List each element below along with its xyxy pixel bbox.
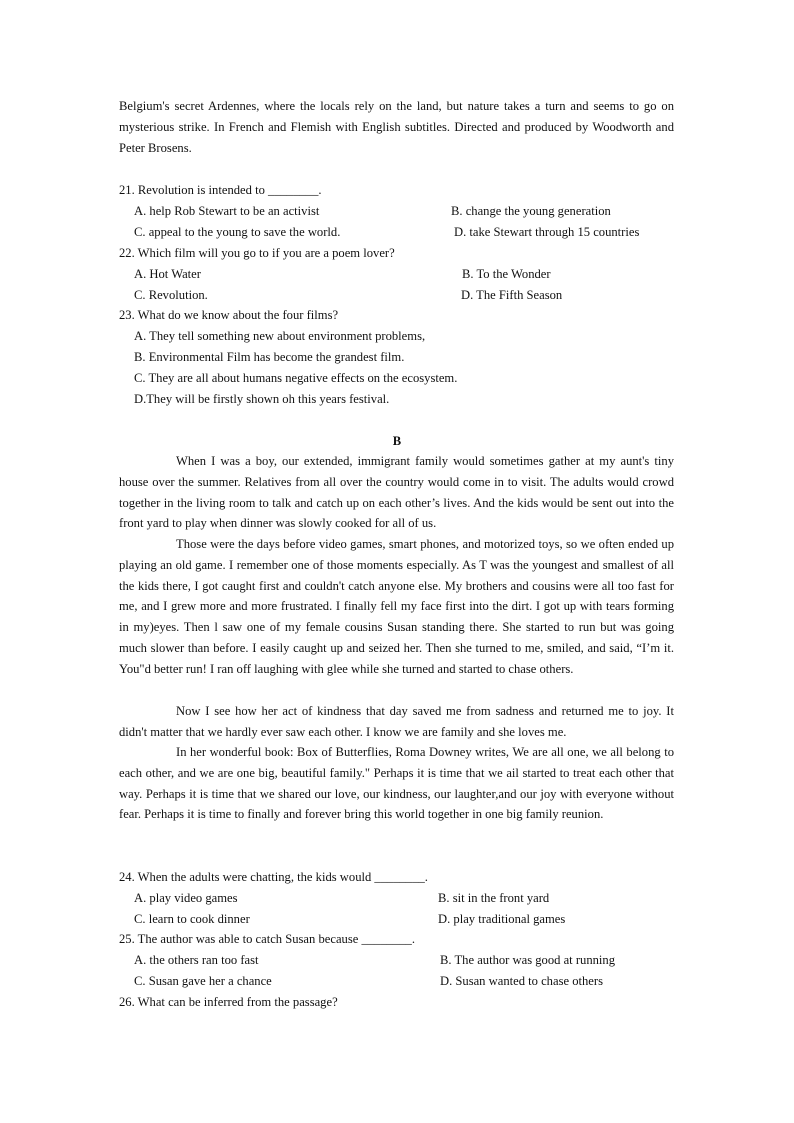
question-25-option-c: C. Susan gave her a chance	[134, 974, 272, 988]
passage-b-paragraph-4: In her wonderful book: Box of Butterflies, Roma Downey writes, We are all one, we all belong to each other, and we are one big, beautiful family." Perhaps it is time that we ail started to treat each other that way. Perhaps it is time that we shared our love, our kindness, our laughter,and our joy with everyone without fear. Perhaps it is time to finally and forever bring this world together in one big family reunion.	[119, 745, 674, 822]
section-b-heading: B	[392, 434, 402, 448]
question-23-option-d: D.They will be firstly shown oh this years festival.	[134, 392, 390, 406]
question-22-option-a: A. Hot Water	[134, 267, 201, 281]
question-25-option-d: D. Susan wanted to chase others	[440, 974, 603, 988]
question-23-option-a: A. They tell something new about environment problems,	[134, 329, 426, 343]
passage-b-paragraph-2: Those were the days before video games, smart phones, and motorized toys, so we often ended up playing an old game. I remember one of those moments especially. As T was the youngest and smallest of all the kids there, I got caught first and couldn't catch anyone else. My brothers and cousins were all too fast for me, and I grew more and more frustrated. I finally fell my face first into the dirt. I got up with tears forming in my)eyes. Then l saw one of my female cousins Susan standing there. She started to run but was going much slower than before. I easily caught up and seized her. Then she turned to me, smiled, and said, “I’m it. You"d better run! I ran off laughing with glee while she turned and started to chase others.	[119, 537, 674, 676]
passage-a-tail: Belgium's secret Ardennes, where the locals rely on the land, but nature takes a turn and seems to go on mysterious strike. In French and Flemish with English subtitles. Directed and produced by Woodworth and Peter Brosens.	[119, 99, 674, 155]
question-22-option-d: D. The Fifth Season	[461, 288, 563, 302]
question-22-option-c: C. Revolution.	[134, 288, 208, 302]
question-24-option-d: D. play traditional games	[438, 912, 566, 926]
question-21-option-c: C. appeal to the young to save the world.	[134, 225, 341, 239]
question-22-option-b: B. To the Wonder	[462, 267, 551, 281]
question-21-option-d: D. take Stewart through 15 countries	[454, 225, 640, 239]
question-24-option-c: C. learn to cook dinner	[134, 912, 250, 926]
question-23-option-b: B. Environmental Film has become the grandest film.	[134, 350, 405, 364]
question-21-stem: 21. Revolution is intended to ________.	[119, 183, 322, 197]
question-21-option-b: B. change the young generation	[451, 204, 611, 218]
question-23-stem: 23. What do we know about the four films?	[119, 308, 339, 322]
question-24-stem: 24. When the adults were chatting, the kids would ________.	[119, 870, 428, 884]
question-24-option-a: A. play video games	[134, 891, 238, 905]
passage-b-paragraph-1: When I was a boy, our extended, immigrant family would sometimes gather at my aunt's tiny house over the summer. Relatives from all over the country would come in to visit. The adults would crowd together in the living room to talk and catch up on each other’s lives. And the kids would be sent out into the front yard to play when dinner was slowly cooked for all of us.	[119, 454, 674, 531]
passage-b-paragraph-3: Now I see how her act of kindness that day saved me from sadness and returned me to joy. It didn't matter that we hardly ever saw each other. I know we are family and she loves me.	[119, 704, 674, 739]
question-26-stem: 26. What can be inferred from the passage?	[119, 995, 338, 1009]
question-21-option-a: A. help Rob Stewart to be an activist	[134, 204, 320, 218]
question-23-option-c: C. They are all about humans negative effects on the ecosystem.	[134, 371, 458, 385]
question-25-option-a: A. the others ran too fast	[134, 953, 259, 967]
question-24-option-b: B. sit in the front yard	[438, 891, 550, 905]
question-25-option-b: B. The author was good at running	[440, 953, 616, 967]
question-25-stem: 25. The author was able to catch Susan because ________.	[119, 932, 415, 946]
question-22-stem: 22. Which film will you go to if you are a poem lover?	[119, 246, 395, 260]
